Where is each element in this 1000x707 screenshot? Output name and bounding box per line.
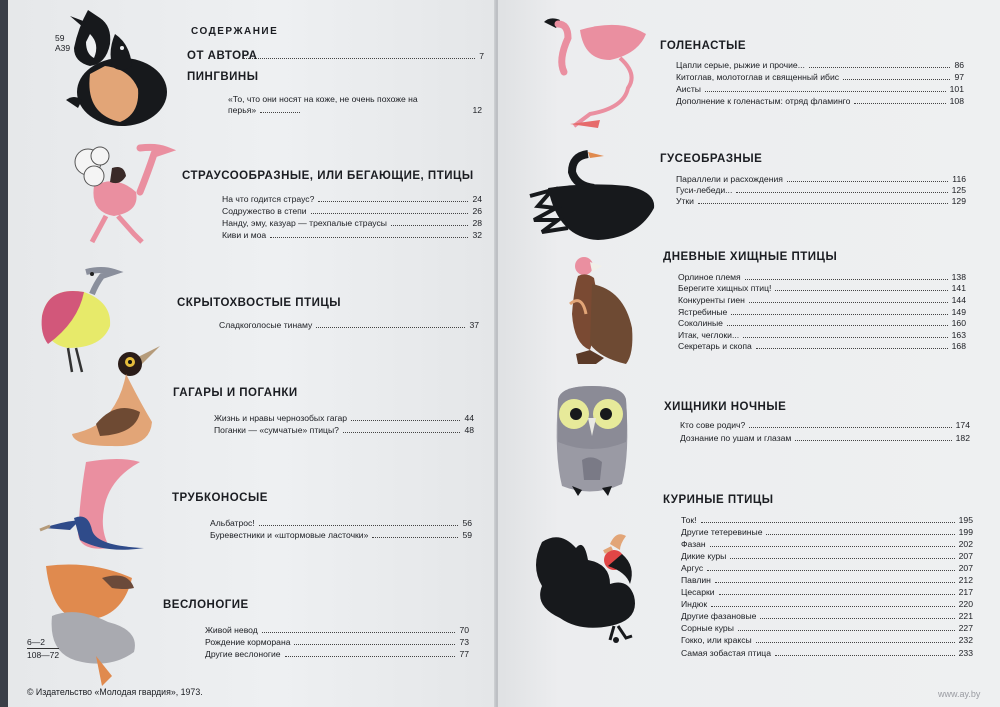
toc-entry[interactable]: Дознание по ушам и глазам 182 <box>680 433 970 443</box>
category-waders: ГОЛЕНАСТЫЕ <box>660 40 747 52</box>
dot-leader <box>372 537 458 538</box>
contents-heading: СОДЕРЖАНИЕ <box>191 26 279 37</box>
toc-entry[interactable]: Кто сове родич? 174 <box>680 420 970 430</box>
category-penguins: ПИНГВИНЫ <box>187 71 259 83</box>
dot-leader <box>351 420 460 421</box>
category-pelicans: ВЕСЛОНОГИЕ <box>163 599 249 611</box>
toc-entry[interactable]: Орлиное племя 138 <box>678 272 966 282</box>
dot-leader <box>262 632 456 633</box>
dot-leader <box>715 582 955 583</box>
category-loons: ГАГАРЫ И ПОГАНКИ <box>173 387 298 399</box>
toc-entry[interactable]: Живой невод 70 <box>205 625 469 635</box>
dot-leader <box>710 546 955 547</box>
dot-leader <box>760 618 954 619</box>
dot-leader <box>698 203 948 204</box>
dot-leader <box>270 237 468 238</box>
toc-entry-penguins[interactable]: перья» 12 <box>228 105 482 115</box>
toc-entry[interactable]: Киви и моа 32 <box>222 230 482 240</box>
toc-entry[interactable]: Китоглав, молотоглав и священный ибис 97 <box>676 72 964 82</box>
toc-entry-penguins-line1[interactable]: «То, что они носят на коже, не очень похоже на <box>228 94 418 104</box>
dot-leader <box>285 656 456 657</box>
dot-leader <box>318 201 468 202</box>
toc-entry-author[interactable]: 7 <box>240 51 484 62</box>
dot-leader <box>259 525 459 526</box>
dot-leader <box>736 192 947 193</box>
catalog-code-4: 108—72 <box>27 650 60 660</box>
toc-entry[interactable]: Цапли серые, рыжие и прочие... 86 <box>676 60 964 70</box>
vulture-illustration <box>566 254 640 370</box>
toc-entry[interactable]: Рождение корморана 73 <box>205 637 469 647</box>
toc-entry[interactable]: Дикие куры 207 <box>681 551 973 561</box>
catalog-code: 59 <box>55 33 65 43</box>
category-ostrich: СТРАУСООБРАЗНЫЕ, ИЛИ БЕГАЮЩИЕ, ПТИЦЫ <box>182 170 474 182</box>
toc-entry[interactable]: Нанду, эму, казуар — трехпалые страусы 28 <box>222 218 482 228</box>
category-owls: ХИЩНИКИ НОЧНЫЕ <box>664 401 787 413</box>
category-tubenoses: ТРУБКОНОСЫЕ <box>172 492 268 504</box>
dot-leader <box>749 427 951 428</box>
watermark: www.ay.by <box>938 689 981 699</box>
dot-leader <box>391 225 469 226</box>
owl-illustration <box>552 384 632 498</box>
dot-leader <box>727 325 948 326</box>
category-galliformes: КУРИНЫЕ ПТИЦЫ <box>663 494 774 506</box>
toc-entry[interactable]: Содружество в степи 26 <box>222 206 482 216</box>
toc-entry[interactable]: Поганки — «сумчатые» птицы? 48 <box>214 425 474 435</box>
category-author: ОТ АВТОРА <box>187 50 258 62</box>
dot-leader <box>244 58 475 59</box>
dot-leader <box>711 606 955 607</box>
rooster-illustration <box>530 526 646 644</box>
toc-entry[interactable]: Конкуренты гиен 144 <box>678 295 966 305</box>
penguin-illustration <box>60 4 170 128</box>
swan-illustration <box>528 146 658 242</box>
toc-entry[interactable]: Сорные куры 227 <box>681 623 973 633</box>
toc-entry[interactable]: Фазан 202 <box>681 539 973 549</box>
toc-entry[interactable]: Дополнение к голенастым: отряд фламинго 108 <box>676 96 964 106</box>
pelican-illustration <box>42 560 142 690</box>
toc-entry[interactable]: Павлин 212 <box>681 575 973 585</box>
toc-entry[interactable]: Утки 129 <box>676 196 966 206</box>
dot-leader <box>316 327 465 328</box>
dot-leader <box>743 337 948 338</box>
dot-leader <box>756 642 955 643</box>
toc-entry[interactable]: Итак, чеглоки... 163 <box>678 330 966 340</box>
category-raptors: ДНЕВНЫЕ ХИЩНЫЕ ПТИЦЫ <box>663 251 838 263</box>
dot-leader <box>766 534 954 535</box>
dot-leader <box>343 432 461 433</box>
toc-entry[interactable]: Индюк 220 <box>681 599 973 609</box>
toc-entry[interactable]: На что годится страус? 24 <box>222 194 482 204</box>
dot-leader <box>719 594 955 595</box>
dot-leader <box>756 348 948 349</box>
dot-leader <box>738 630 955 631</box>
category-anseriformes: ГУСЕОБРАЗНЫЕ <box>660 153 763 165</box>
dot-leader <box>795 440 951 441</box>
toc-entry[interactable]: Ястребиные 149 <box>678 307 966 317</box>
dot-leader <box>294 644 455 645</box>
toc-entry[interactable]: Параллели и расхождения 116 <box>676 174 966 184</box>
toc-entry[interactable]: Другие веслоногие 77 <box>205 649 469 659</box>
category-tinamou: СКРЫТОХВОСТЫЕ ПТИЦЫ <box>177 297 342 309</box>
toc-entry[interactable]: Секретарь и скопа 168 <box>678 341 966 351</box>
dot-leader <box>311 213 469 214</box>
toc-entry[interactable]: Ток! 195 <box>681 515 973 525</box>
loon-illustration <box>70 342 166 452</box>
dot-leader <box>745 279 948 280</box>
flamingo-illustration <box>540 14 650 132</box>
toc-entry[interactable]: Гуси-лебеди... 125 <box>676 185 966 195</box>
dot-leader <box>701 522 955 523</box>
toc-entry[interactable]: Жизнь и нравы чернозобых гагар 44 <box>214 413 474 423</box>
toc-entry[interactable]: Буревестники и «штормовые ласточки» 59 <box>210 530 472 540</box>
dot-leader <box>731 314 947 315</box>
toc-entry[interactable]: Берегите хищных птиц! 141 <box>678 283 966 293</box>
toc-entry[interactable]: Сладкоголосые тинаму 37 <box>219 320 479 330</box>
ostrich-illustration <box>70 142 180 252</box>
catalog-code-2: А39 <box>55 43 71 53</box>
toc-entry[interactable]: Гокко, или краксы 232 <box>681 635 973 645</box>
albatross-illustration <box>40 456 150 556</box>
toc-entry[interactable]: Другие фазановые 221 <box>681 611 973 621</box>
toc-entry[interactable]: Аисты 101 <box>676 84 964 94</box>
dot-leader <box>260 112 300 113</box>
toc-entry[interactable]: Другие тетеревиные 199 <box>681 527 973 537</box>
dot-leader <box>775 655 955 656</box>
dot-leader <box>843 79 950 80</box>
toc-entry[interactable]: Соколиные 160 <box>678 318 966 328</box>
toc-entry[interactable]: Цесарки 217 <box>681 587 973 597</box>
dot-leader <box>730 558 954 559</box>
toc-entry[interactable]: Альбатрос! 56 <box>210 518 472 528</box>
dot-leader <box>705 91 946 92</box>
dot-leader <box>775 290 947 291</box>
dot-leader <box>749 302 948 303</box>
dot-leader <box>854 103 945 104</box>
dot-leader <box>707 570 955 571</box>
toc-entry[interactable]: Самая зобастая птица 233 <box>681 648 973 658</box>
dot-leader <box>809 67 951 68</box>
toc-entry[interactable]: Аргус 207 <box>681 563 973 573</box>
copyright: © Издательство «Молодая гвардия», 1973. <box>27 687 203 697</box>
catalog-code-3: 6—2 <box>27 637 45 647</box>
dot-leader <box>787 181 948 182</box>
